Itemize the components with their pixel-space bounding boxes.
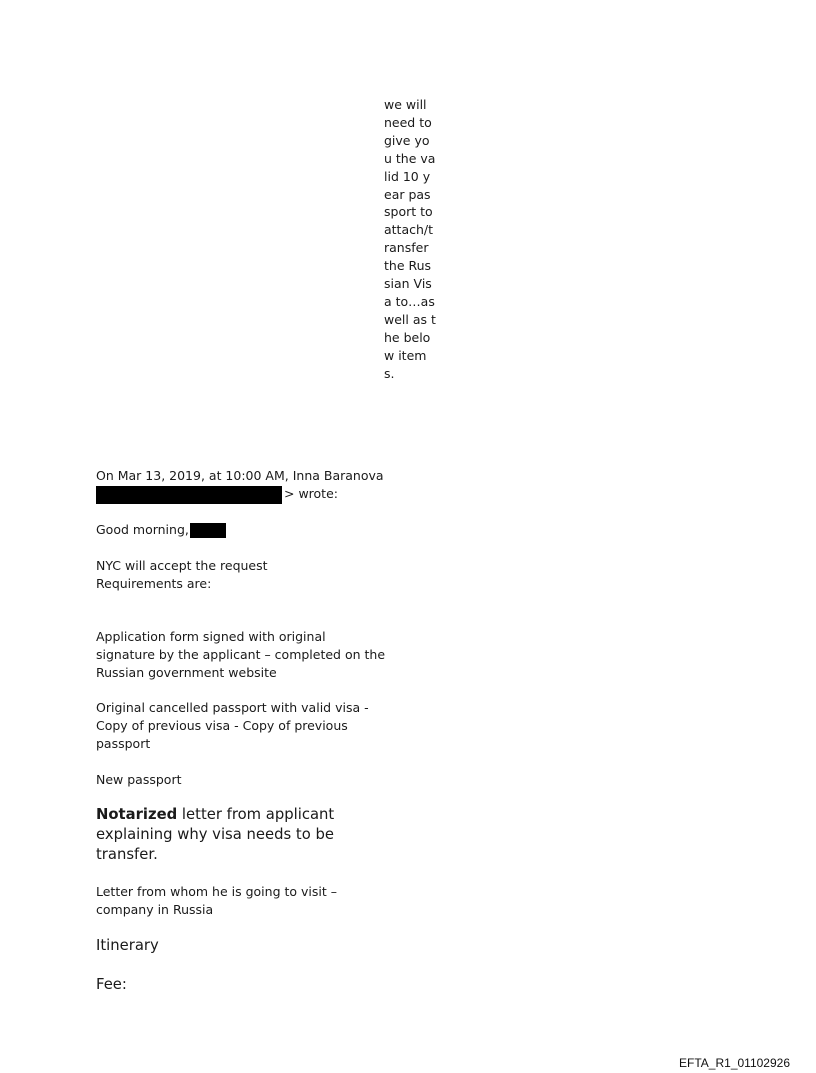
quoted-reply-fragment: we will need to give you the valid 10 year passport to attach/transfer the Russian Visa to…as well as the below items. [384,97,436,381]
notarized-letter-text: letter from applicant explaining why visa needs to be transfer. [96,805,335,863]
greeting: Good morning, [96,521,189,537]
requirement-cancelled-passport: Original cancelled passport with valid visa - Copy of previous visa - Copy of previous passport [96,699,369,751]
requirement-notarized-letter [96,805,396,865]
quoted-email [96,467,396,995]
notarized-emphasis: Notarized [96,805,178,823]
intro-line-2: Requirements are: [96,575,212,591]
redacted-email-address [96,486,282,504]
intro-line-1: NYC will accept the request [96,557,268,573]
document-id: EFTA_R1_01102926 [679,1056,790,1070]
requirement-new-passport: New passport [96,771,182,787]
requirement-application-form: Application form signed with original signature by the applicant – completed on the Russian government website [96,628,386,680]
email-header-line: On Mar 13, 2019, at 10:00 AM, Inna Baranova [96,468,384,483]
email-header-suffix: > wrote: [284,486,338,501]
greeting-line [96,521,396,539]
redacted-recipient-name [190,523,226,538]
requirement-itinerary: Itinerary [96,936,159,954]
requirement-fee: Fee: [96,975,127,993]
email-header-sender [96,485,396,504]
requirement-company-letter: Letter from whom he is going to visit – company in Russia [96,883,337,917]
